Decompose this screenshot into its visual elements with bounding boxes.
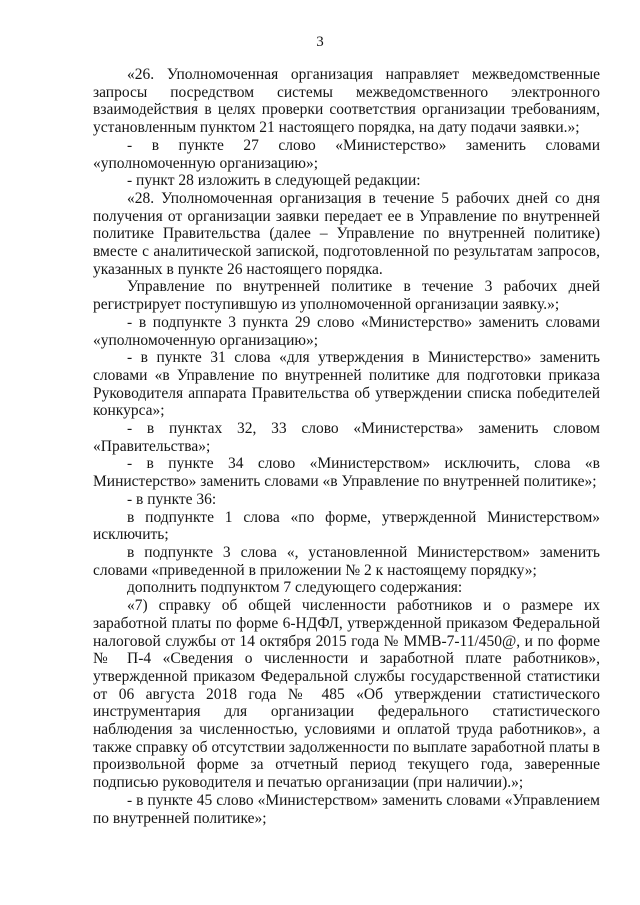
paragraph-sub7-text: «7) справку об общей численности работников и о размере их заработной платы по форме 6-НДФЛ, утвержденной приказом Федеральной налоговой службы от 14 октября 2015 года № ММВ-7-11/450@, и по форме № П-4 «Сведения о численности и заработной плате работников», утвержденной приказом Федеральной службы государственной статистики от 06 августа 2018 года № 485 «Об утверждении статистического инструментария для организации федерального статистического наблюдения за численностью, условиями и оплатой труда работников», а также справку об отсутствии задолженности по выплате заработной платы в произвольной форме за отчетный период текущего года, заверенные подписью руководителя и печатью организации (при наличии).»; bbox=[93, 597, 600, 792]
paragraph-amend-36-add7: дополнить подпунктом 7 следующего содержания: bbox=[127, 579, 463, 597]
paragraph-item-28: «28. Уполномоченная организация в течение 5 рабочих дней со дня получения от организации заявки передает ее в Управление по внутренней политике Правительства (далее – Управление по внутренней политике) вместе с аналитической запиской, подготовленной по результатам запросов, указанных в пункте 26 настоящего порядка. bbox=[93, 189, 600, 278]
paragraph-item-28-continued: Управление по внутренней политике в течение 3 рабочих дней регистрирует поступившую из уполномоченной организации заявку.»; bbox=[93, 278, 600, 314]
paragraph-amend-29: - в подпункте 3 пункта 29 слово «Министерство» заменить словами «уполномоченную организацию»; bbox=[93, 313, 600, 349]
paragraph-amend-36-sub1: в подпункте 1 слова «по форме, утвержденной Министерством» исключить; bbox=[93, 508, 600, 544]
paragraph-amend-27: - в пункте 27 слово «Министерство» заменить словами «уполномоченную организацию»; bbox=[93, 136, 600, 172]
paragraph-amend-28-intro: - пункт 28 изложить в следующей редакции: bbox=[127, 172, 421, 190]
paragraph-amend-36: - в пункте 36: bbox=[127, 490, 217, 508]
paragraph-amend-45: - в пункте 45 слово «Министерством» заменить словами «Управлением по внутренней политике»; bbox=[93, 791, 600, 827]
paragraph-amend-36-sub3: в подпункте 3 слова «, установленной Министерством» заменить словами «приведенной в приложении № 2 к настоящему порядку»; bbox=[93, 543, 600, 579]
paragraph-amend-32-33: - в пунктах 32, 33 слово «Министерства» заменить словом «Правительства»; bbox=[93, 420, 600, 455]
document-body bbox=[93, 66, 600, 827]
paragraph-amend-34: - в пункте 34 слово «Министерством» исключить, слова «в Министерство» заменить словами «в Управление по внутренней политике»; bbox=[93, 455, 600, 491]
paragraph-amend-31: - в пункте 31 слова «для утверждения в Министерство» заменить словами «в Управление по внутренней политике для подготовки приказа Руководителя аппарата Правительства об утверждении списка победителей конкурса»; bbox=[93, 349, 600, 420]
paragraph-item-26: «26. Уполномоченная организация направляет межведомственные запросы посредством системы межведомственного электронного взаимодействия в целях проверки соответствия организации требованиям, установленным пунктом 21 настоящего порядка, на дату подачи заявки.»; bbox=[93, 66, 600, 137]
page-number: 3 bbox=[316, 34, 324, 50]
